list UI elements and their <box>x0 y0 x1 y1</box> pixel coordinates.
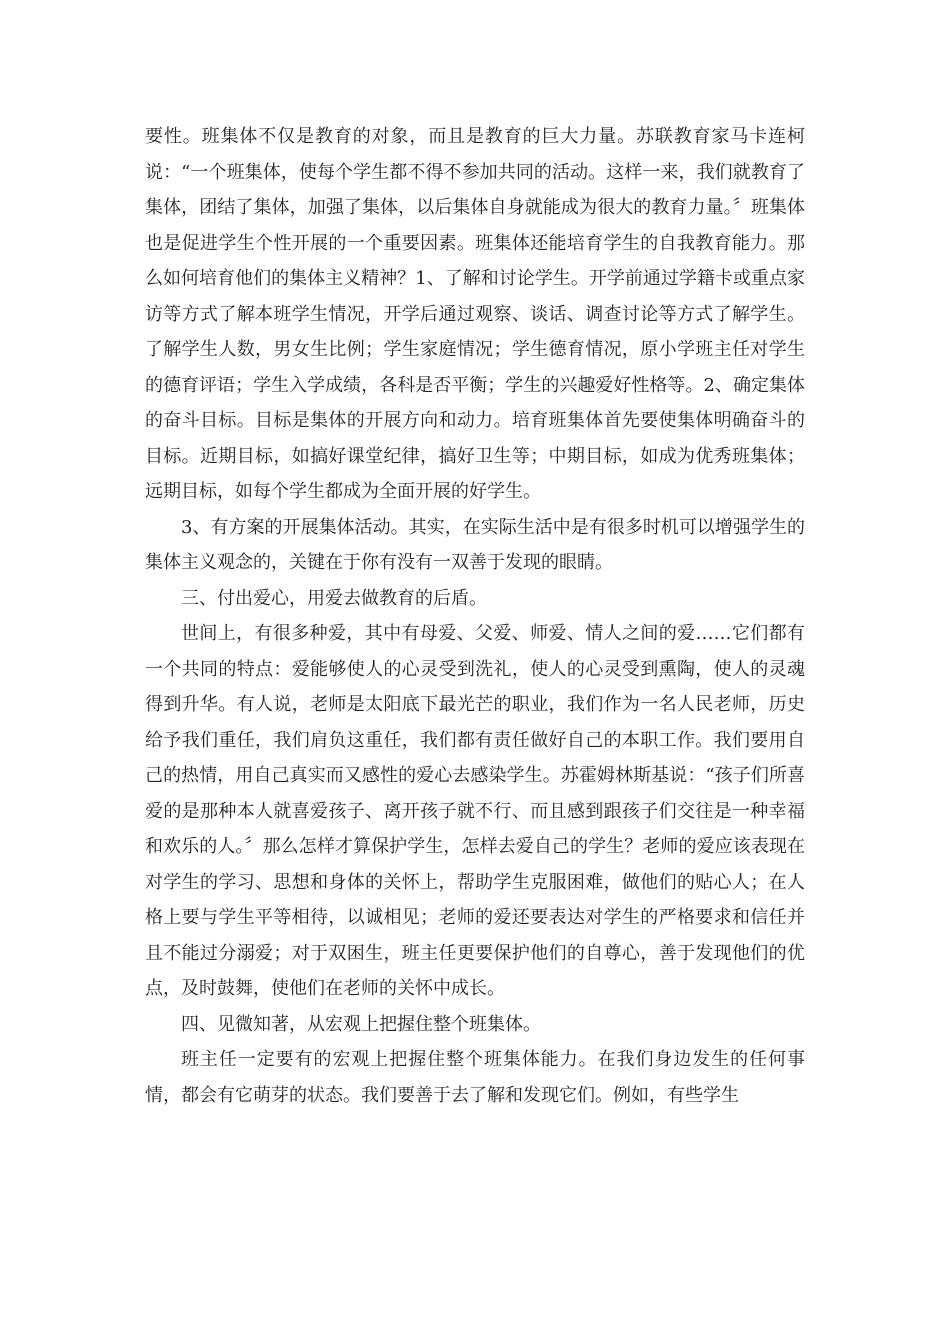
section-heading-macro: 四、见微知著，从宏观上把握住整个班集体。 <box>181 1013 541 1035</box>
paragraph-collectivism: 要性。班集体不仅是教育的对象，而且是教育的巨大力量。苏联教育家马卡连柯说：“一个班集体，使每个学生都不得不参加共同的活动。这样一来，我们就教育了集体，团结了集体，加强了集体，以后集体自身就能成为很大的教育力量。〞班集体也是促进学生个性开展的一个重要因素。班集体还能培育学生的自我教育能力。那么如何培育他们的集体主义精神？1、了解和讨论学生。开学前通过学籍卡或重点家访等方式了解本班学生情况，开学后通过观察、谈话、调查讨论等方式了解学生。了解学生人数，男女生比例；学生家庭情况；学生德育情况，原小学班主任对学生的德育评语；学生入学成绩，各科是否平衡；学生的兴趣爱好性格等。2、确定集体的奋斗目标。目标是集体的开展方向和动力。培育班集体首先要使集体明确奋斗的目标。近期目标，如搞好课堂纪律，搞好卫生等；中期目标，如成为优秀班集体；远期目标，如每个学生都成为全面开展的好学生。 <box>145 126 805 502</box>
paragraph-collective-activities: 3、有方案的开展集体活动。其实，在实际生活中是有很多时机可以增强学生的集体主义观念的，关键在于你有没有一双善于发现的眼睛。 <box>145 516 805 573</box>
paragraph-macro-control: 班主任一定要有的宏观上把握住整个班集体能力。在我们身边发生的任何事情，都会有它萌芽的状态。我们要善于去了解和发现它们。例如，有些学生 <box>145 1049 805 1106</box>
document-body <box>145 119 805 1113</box>
section-heading-love: 三、付出爱心，用爱去做教育的后盾。 <box>181 587 487 609</box>
paragraph-teacher-love: 世间上，有很多种爱，其中有母爱、父爱、师爱、情人之间的爱……它们都有一个共同的特点：爱能够使人的心灵受到洗礼，使人的心灵受到熏陶，使人的灵魂得到升华。有人说，老师是太阳底下最光芒的职业，我们作为一名人民老师，历史给予我们重任，我们肩负这重任，我们都有责任做好自己的本职工作。我们要用自己的热情，用自己真实而又感性的爱心去感染学生。苏霍姆林斯基说：“孩子们所喜爱的是那种本人就喜爱孩子、离开孩子就不行、而且感到跟孩子们交往是一种幸福和欢乐的人。〞那么怎样才算保护学生，怎样去爱自己的学生？老师的爱应该表现在对学生的学习、思想和身体的关怀上，帮助学生克服困难，做他们的贴心人；在人格上要与学生平等相待，以诚相见；老师的爱还要表达对学生的严格要求和信任并且不能过分溺爱；对于双困生，班主任更要保护他们的自尊心，善于发现他们的优点，及时鼓舞，使他们在老师的关怀中成长。 <box>145 623 805 999</box>
